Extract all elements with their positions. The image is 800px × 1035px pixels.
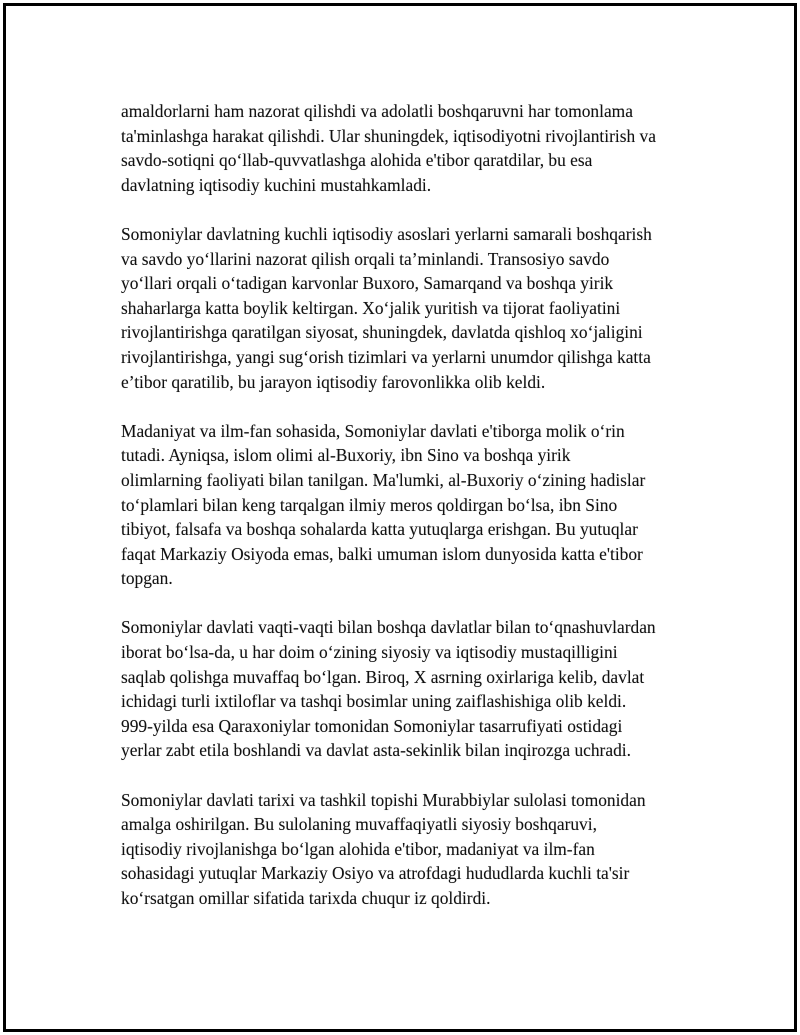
text-line: amaldorlarni ham nazorat qilishdi va adolatli boshqaruvni har tomonlama xyxy=(121,101,633,121)
text-line: topgan. xyxy=(121,568,173,589)
text-line: to‘plamlari bilan keng tarqalgan ilmiy meros qoldirgan bo‘lsa, ibn Sino xyxy=(121,494,618,515)
paragraph-5 xyxy=(121,788,711,911)
text-line: sohasidagi yutuqlar Markaziy Osiyo va atrofdagi hududlarda kuchli ta'sir xyxy=(121,863,630,884)
text-line: olimlarning faoliyati bilan tanilgan. Ma'lumki, al-Buxoriy o‘zining hadislar xyxy=(121,469,646,490)
text-line: yo‘llari orqali o‘tadigan karvonlar Buxoro, Samarqand va boshqa yirik xyxy=(121,273,614,294)
text-line: Somoniylar davlati vaqti-vaqti bilan boshqa davlatlar bilan to‘qnashuvlardan xyxy=(121,617,656,638)
text-line: iqtisodiy rivojlanishga bo‘lgan alohida e'tibor, madaniyat va ilm-fan xyxy=(121,838,595,859)
text-line: tibiyot, falsafa va boshqa sohalarda katta yutuqlarga erishgan. Bu yutuqlar xyxy=(121,519,638,540)
paragraph-1 xyxy=(121,99,711,197)
text-line: va savdo yo‘llarini nazorat qilish orqali ta’minlandi. Transosiyo savdo xyxy=(121,248,610,269)
text-line: Madaniyat va ilm-fan sohasida, Somoniylar davlati e'tiborga molik o‘rin xyxy=(121,420,625,441)
text-line: saqlab qolishga muvaffaq bo‘lgan. Biroq, X asrning oxirlariga kelib, davlat xyxy=(121,666,645,687)
text-line: rivojlantirishga, yangi sug‘orish tizimlari va yerlarni unumdor qilishga katta xyxy=(121,346,651,367)
text-line: Somoniylar davlati tarixi va tashkil topishi Murabbiylar sulolasi tomonidan xyxy=(121,789,646,810)
text-line: yerlar zabt etila boshlandi va davlat asta-sekinlik bilan inqirozga uchradi. xyxy=(121,740,631,761)
paragraph-2 xyxy=(121,222,711,394)
text-line: iborat bo‘lsa-da, u har doim o‘zining siyosiy va iqtisodiy mustaqilligini xyxy=(121,642,618,663)
text-line: faqat Markaziy Osiyoda emas, balki umuman islom dunyosida katta e'tibor xyxy=(121,543,643,564)
paragraph-4 xyxy=(121,615,711,763)
text-line: ta'minlashga harakat qilishdi. Ular shuningdek, iqtisodiyotni rivojlantirish va xyxy=(121,125,656,146)
text-line: 999-yilda esa Qaraxoniylar tomonidan Somoniylar tasarrufiyati ostidagi xyxy=(121,715,623,736)
text-line: amalga oshirilgan. Bu sulolaning muvaffaqiyatli siyosiy boshqaruvi, xyxy=(121,814,597,835)
text-line: tutadi. Ayniqsa, islom olimi al-Buxoriy, ibn Sino va boshqa yirik xyxy=(121,445,571,466)
text-line: davlatning iqtisodiy kuchini mustahkamladi. xyxy=(121,174,432,195)
text-line: e’tibor qaratilib, bu jarayon iqtisodiy farovonlikka olib keldi. xyxy=(121,371,546,392)
paragraph-3 xyxy=(121,419,711,591)
text-line: rivojlantirishga qaratilgan siyosat, shuningdek, davlatda qishloq xo‘jaligini xyxy=(121,322,643,343)
page-frame xyxy=(3,3,797,1032)
text-line: savdo-sotiqni qo‘llab-quvvatlashga alohida e'tibor qaratdilar, bu esa xyxy=(121,150,593,171)
text-line: shaharlarga katta boylik keltirgan. Xo‘jalik yuritish va tijorat faoliyatini xyxy=(121,297,621,318)
text-line: ichidagi turli ixtiloflar va tashqi bosimlar uning zaiflashishiga olib keldi. xyxy=(121,691,627,712)
text-line: Somoniylar davlatning kuchli iqtisodiy asoslari yerlarni samarali boshqarish xyxy=(121,223,652,244)
document-body xyxy=(121,99,711,935)
text-line: ko‘rsatgan omillar sifatida tarixda chuqur iz qoldirdi. xyxy=(121,888,491,908)
